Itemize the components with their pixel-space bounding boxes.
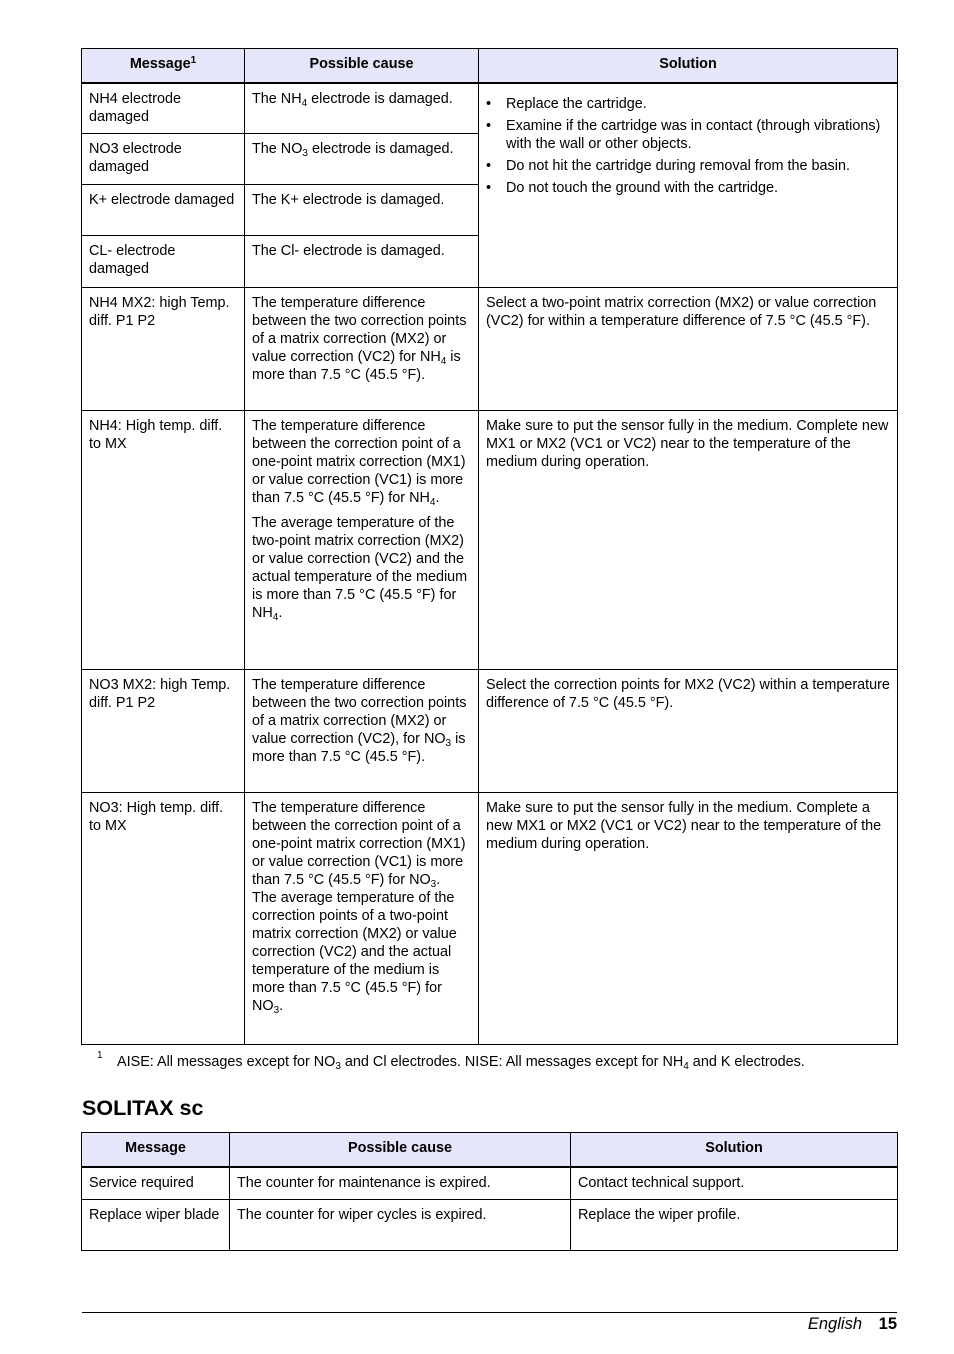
cause-paragraph: The temperature difference between the correction point of a one-point matrix correction (MX1) or value correction (VC1) is more than 7.5 °C (45.5 °F) for $NH_4$. xyxy=(252,418,466,508)
cause-cell: The temperature difference between the two correction points of a matrix correction (MX2) or value correction (VC2) for $NH_4$ is more than 7.5 °C (45.5 °F). xyxy=(245,288,479,411)
footer-language: English xyxy=(807,1315,862,1333)
column-header-solution: Solution xyxy=(479,49,898,83)
message-cell: NH4 electrode damaged xyxy=(82,83,245,134)
footnote-marker: 1 xyxy=(97,1050,103,1061)
message-cell: NH4: High temp. diff. to MX xyxy=(82,411,245,670)
table-row xyxy=(82,1200,898,1251)
table-row xyxy=(82,411,898,670)
cause-cell: The counter for maintenance is expired. xyxy=(230,1167,571,1200)
message-cell: CL- electrode damaged xyxy=(82,236,245,288)
message-cell: NO3: High temp. diff. to MX xyxy=(82,793,245,1045)
column-header-possible-cause: Possible cause xyxy=(230,1133,571,1167)
table-header-row xyxy=(82,1133,898,1167)
cause-cell: The Cl- electrode is damaged. xyxy=(245,236,479,288)
cause-cell: The $NH_4$ electrode is damaged. xyxy=(245,83,479,134)
footer-divider xyxy=(82,1312,897,1313)
list-item: • Examine if the cartridge was in contact (through vibrations) with the wall or other objects. xyxy=(486,117,881,152)
message-cell: NH4 MX2: high Temp. diff. P1 P2 xyxy=(82,288,245,411)
list-item: • Replace the cartridge. xyxy=(486,95,647,112)
list-item: • Do not touch the ground with the cartridge. xyxy=(486,179,778,196)
table-row xyxy=(82,670,898,793)
column-header-message: Message xyxy=(82,1133,230,1167)
solution-cell xyxy=(479,83,898,288)
list-item: • Do not hit the cartridge during removal from the basin. xyxy=(486,157,850,174)
solution-cell: Contact technical support. xyxy=(571,1167,898,1200)
column-header-solution: Solution xyxy=(571,1133,898,1167)
cause-cell xyxy=(245,411,479,670)
solution-cell: Replace the wiper profile. xyxy=(571,1200,898,1251)
cause-paragraph: The average temperature of the correction points of a two-point matrix correction (MX2) or value correction (VC2) and the actual temperature of the medium is more than 7.5 °C (45.5 °F) for $NO_3$. xyxy=(252,890,457,1016)
column-header-possible-cause: Possible cause xyxy=(245,49,479,83)
solution-cell: Make sure to put the sensor fully in the medium. Complete new MX1 or MX2 (VC1 or VC2) near to the temperature of the medium during operation. xyxy=(479,411,898,670)
table-row xyxy=(82,1167,898,1200)
footnote-ref: 1 xyxy=(190,55,197,66)
column-header-message: Message$^1$ xyxy=(82,49,245,83)
solution-cell: Select the correction points for MX2 (VC2) within a temperature difference of 7.5 °C (45.5 °F). xyxy=(479,670,898,793)
solution-bullet-list xyxy=(486,95,890,197)
solitax-table xyxy=(81,1132,898,1251)
message-cell: Replace wiper blade xyxy=(82,1200,230,1251)
cause-paragraph: The temperature difference between the correction point of a one-point matrix correction (MX1) or value correction (VC1) is more than 7.5 °C (45.5 °F) for $NO_3$. xyxy=(252,800,466,890)
table-row xyxy=(82,793,898,1045)
footnote-text: AISE: All messages except for $NO_3$ and Cl electrodes. NISE: All messages except for $NH_4$ and K electrodes. xyxy=(117,1054,805,1072)
table-row xyxy=(82,83,898,134)
message-cell: NO3 electrode damaged xyxy=(82,134,245,185)
solution-cell: Select a two-point matrix correction (MX2) or value correction (VC2) for within a temperature difference of 7.5 °C (45.5 °F). xyxy=(479,288,898,411)
message-cell: Service required xyxy=(82,1167,230,1200)
cause-paragraph: The average temperature of the two-point matrix correction (MX2) or value correction (VC2) and the actual temperature of the medium is more than 7.5 °C (45.5 °F) for $NH_4$. xyxy=(252,515,468,623)
troubleshooting-table xyxy=(81,48,898,1045)
cause-cell: The counter for wiper cycles is expired. xyxy=(230,1200,571,1251)
page-number: 15 xyxy=(878,1315,897,1333)
section-heading: SOLITAX sc xyxy=(82,1096,204,1120)
table-header-row xyxy=(82,49,898,83)
cause-cell: The K+ electrode is damaged. xyxy=(245,185,479,236)
solution-cell: Make sure to put the sensor fully in the medium. Complete a new MX1 or MX2 (VC1 or VC2) near to the temperature of the medium during operation. xyxy=(479,793,898,1045)
message-cell: K+ electrode damaged xyxy=(82,185,245,236)
table-row xyxy=(82,288,898,411)
message-cell: NO3 MX2: high Temp. diff. P1 P2 xyxy=(82,670,245,793)
cause-cell: The temperature difference between the two correction points of a matrix correction (MX2) or value correction (VC2), for $NO_3$ is more than 7.5 °C (45.5 °F). xyxy=(245,670,479,793)
cause-cell: The $NO_3$ electrode is damaged. xyxy=(245,134,479,185)
cause-cell xyxy=(245,793,479,1045)
